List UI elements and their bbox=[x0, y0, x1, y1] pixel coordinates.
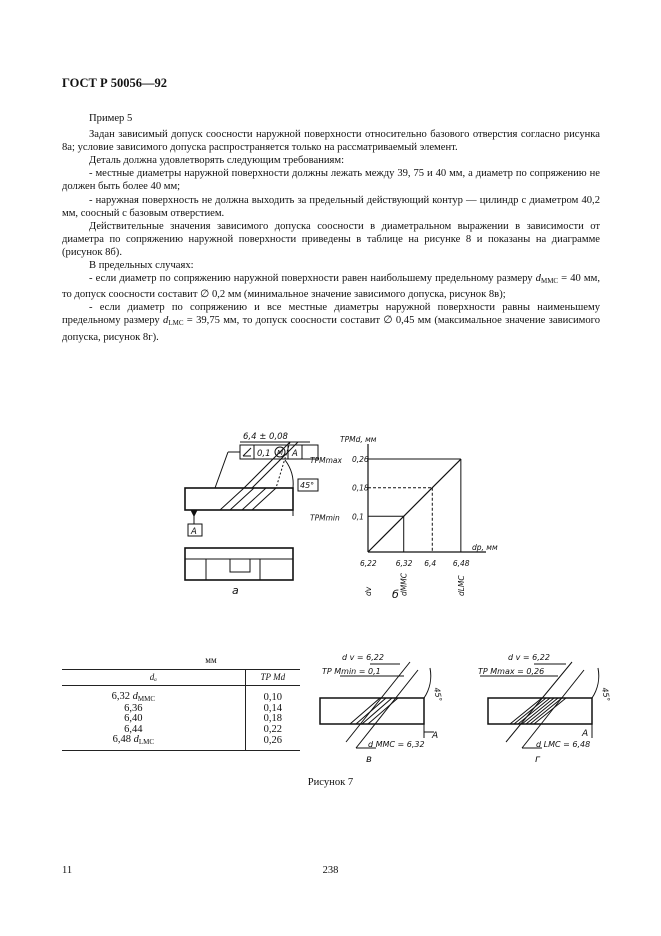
table-cell-d: 6,32 $d_{MMC}$ bbox=[62, 686, 245, 705]
footer-page-left: 11 bbox=[62, 865, 73, 876]
fig-v-angle: 45° bbox=[432, 686, 444, 703]
paragraph-2: Деталь должна удовлетворять следующим требованиям: bbox=[89, 155, 345, 167]
x-axis-label: dp, мм bbox=[472, 543, 498, 552]
fig-g-label: г bbox=[535, 754, 541, 765]
figure-a-b bbox=[180, 422, 510, 602]
table-row bbox=[62, 686, 300, 705]
standard-header: ГОСТ Р 50056—92 bbox=[62, 76, 168, 90]
y-tick-label: 0,26 bbox=[352, 455, 369, 465]
paragraph-1: Задан зависимый допуск соосности наружной поверхности относительно базового отверстия согласно рисунка 8а; условие зависимого допуска распространяется только на рассматриваемый элемент. bbox=[62, 129, 600, 154]
paragraph-7: - если диаметр по сопряжению наружной поверхности равен наибольшему предельному размеру $d_{MMC} = 40$ мм, то допуск соосности составит ∅ 0,2 мм (минимальное значение зависимого допуска, рисунок 8в); bbox=[62, 273, 600, 301]
table-header-d: dₐ bbox=[62, 670, 245, 686]
table-cell-tp: 0,14 bbox=[263, 703, 283, 715]
fig-a-modifier: M bbox=[277, 449, 284, 457]
table-cell-d: 6,40 bbox=[62, 714, 245, 724]
fig-v-dmmc: d MMC = 6,32 bbox=[368, 740, 425, 749]
fig-v-datum: A bbox=[432, 731, 439, 741]
x-tick-label: 6,48 bbox=[452, 559, 470, 568]
y-axis-label: TPMd, мм bbox=[340, 435, 377, 444]
y-tick-label: 0,1 bbox=[352, 512, 364, 522]
fig-a-angle: 45° bbox=[300, 481, 315, 490]
table-cell-d: 6,44 bbox=[62, 725, 245, 735]
x-tick-label: 6,4 bbox=[424, 559, 437, 568]
fig-a-label: а bbox=[232, 584, 239, 597]
table-row bbox=[62, 735, 300, 751]
table-cell-tp: 0,26 bbox=[245, 735, 300, 751]
y-tick-name: TPMmin bbox=[310, 513, 340, 523]
paragraph-5: Действительные значения зависимого допуска соосности в диаметральном выражении в зависимости от диаметра по сопряжению наружной поверхности приведены в таблице на рисунке 8 и показаны на диаграмме (рисунок 8б). bbox=[62, 220, 600, 258]
fig-g-datum: A bbox=[582, 729, 589, 739]
fig-a-dimension: 6,4 ± 0,08 bbox=[243, 432, 288, 442]
fig-a-frame-datum: A bbox=[292, 449, 298, 459]
paragraph-4: - наружная поверхность не должна выходить за предельный действующий контур — цилиндр с диаметром 40,2 мм, соосный с базовым отверстием. bbox=[62, 194, 600, 219]
paragraph-3: - местные диаметры наружной поверхности должны лежать между 39, 75 и 40 мм, а диаметр по сопряжению не должен быть более 40 мм; bbox=[62, 168, 600, 193]
table-cell-tp: 0,10 bbox=[263, 692, 283, 703]
table-unit: мм bbox=[205, 655, 217, 665]
fig-v-tp: TP Mmin = 0,1 bbox=[322, 667, 381, 676]
fig-b-label: б bbox=[392, 588, 399, 601]
table-cell-tp: 0,18 bbox=[263, 713, 283, 725]
paragraph-8: - если диаметр по сопряжению и все местные диаметры наружной поверхности равны наименьшему предельному размеру $d_{LMC} = 39,75$ мм, то допуск соосности составит ∅ 0,45 мм (максимальное значение зависимого допуска, рисунок 8г). bbox=[62, 302, 600, 343]
figure-v-g bbox=[310, 648, 640, 768]
body-text bbox=[62, 112, 600, 344]
fig-g-tp: TP Mmax = 0,26 bbox=[478, 667, 545, 676]
x-tick-label: 6,22 bbox=[360, 559, 377, 568]
y-tick-label: 0,18 bbox=[352, 483, 369, 493]
footer-page-center: 238 bbox=[322, 865, 339, 876]
paragraph-6: В предельных случаях: bbox=[89, 260, 194, 272]
figure-b-chart bbox=[310, 435, 498, 596]
fig-g-dv: d v = 6,22 bbox=[508, 653, 550, 662]
series-line bbox=[368, 459, 461, 552]
table-cell-d: 6,36 bbox=[62, 704, 245, 714]
figure-caption: Рисунок 7 bbox=[307, 777, 354, 788]
x-marker-label: dMMC bbox=[399, 573, 409, 596]
x-tick-label: 6,32 bbox=[395, 559, 413, 568]
figure-a-drawing bbox=[185, 442, 318, 580]
table-header-tp: TP Md bbox=[245, 670, 300, 686]
y-tick-name: TPMmax bbox=[310, 456, 342, 466]
table-row bbox=[62, 725, 300, 735]
example-title: Пример 5 bbox=[89, 113, 133, 124]
tolerance-table bbox=[62, 655, 300, 751]
fig-g-dlmc: d LMC = 6,48 bbox=[536, 740, 591, 749]
table-cell-tp: 0,22 bbox=[263, 723, 283, 735]
fig-g-angle: 45° bbox=[600, 686, 612, 703]
fig-a-datum: A bbox=[191, 527, 197, 537]
fig-a-tolerance: 0,1 bbox=[257, 449, 271, 459]
x-marker-label: dLMC bbox=[456, 575, 466, 596]
table-cell-d: 6,48 $d_{LMC}$ bbox=[62, 735, 245, 751]
fig-v-label: в bbox=[366, 754, 372, 765]
x-marker-label: dv bbox=[364, 586, 373, 596]
fig-v-dv: d v = 6,22 bbox=[342, 653, 384, 662]
